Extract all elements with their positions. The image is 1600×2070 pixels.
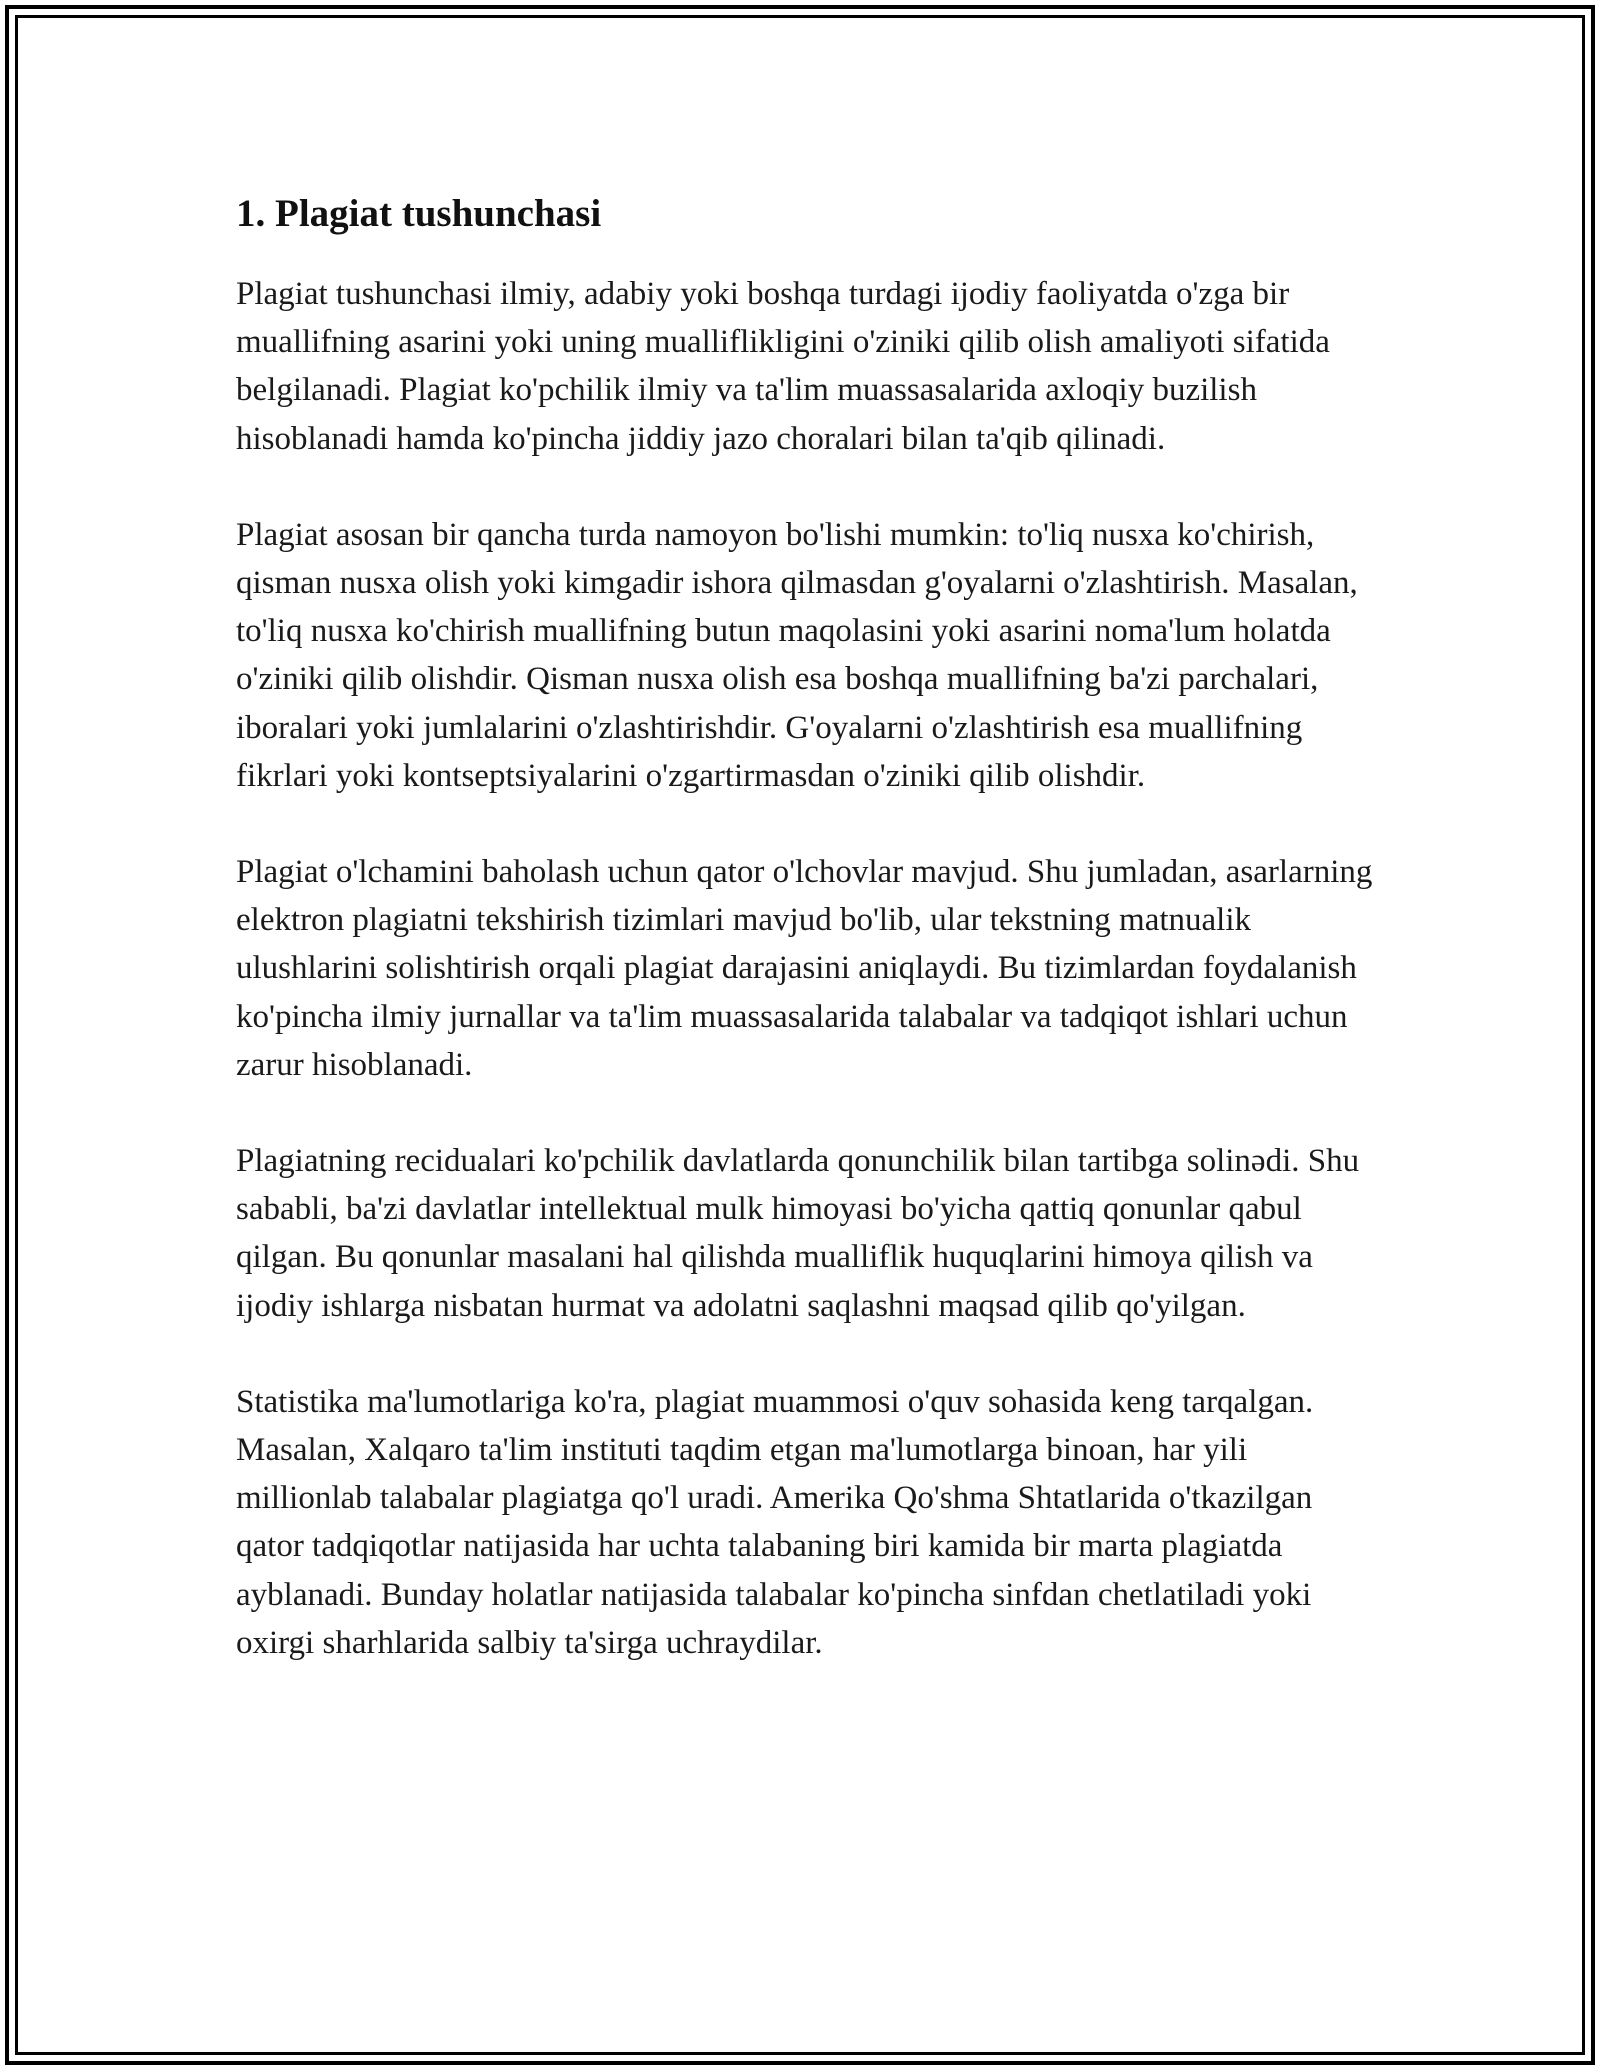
paragraph-measurement: Plagiat o'lchamini baholash uchun qator o'lchovlar mavjud. Shu jumladan, asarlarning elektron plagiatni tekshirish tizimlari mavjud bo'lib, ular tekstning matnualik ulushlarini solishtirish orqali plagiat darajasini aniqlaydi. Bu tizimlardan foydalanish ko'pincha ilmiy jurnallar va ta'lim muassasalarida talabalar va tadqiqot ishlari uchun zarur hisoblanadi. (236, 854, 1373, 1083)
section-heading: 1. Plagiat tushunchasi (236, 192, 602, 235)
document-body (236, 188, 1376, 1715)
paragraph-legislation: Plagiatning recidualari ko'pchilik davlatlarda qonunchilik bilan tartibga solinədi. Shu sababli, ba'zi davlatlar intellektual mulk himoyasi bo'yicha qattiq qonunlar qabul qilgan. Bu qonunlar masalani hal qilishda mualliflik huquqlarini himoya qilish va ijodiy ishlarga nisbatan hurmat va adolatni saqlashni maqsad qilib qo'yilgan. (236, 1143, 1360, 1324)
paragraph-statistics: Statistika ma'lumotlariga ko'ra, plagiat muammosi o'quv sohasida keng tarqalgan. Masalan, Xalqaro ta'lim instituti taqdim etgan ma'lumotlarga binoan, har yili millionlab talabalar plagiatga qo'l uradi. Amerika Qo'shma Shtatlarida o'tkazilgan qator tadqiqotlar natijasida har uchta talabaning biri kamida bir marta plagiatda ayblanadi. Bunday holatlar natijasida talabalar ko'pincha sinfdan chetlatiladi yoki oxirgi sharhlarida salbiy ta'sirga uchraydilar. (236, 1383, 1314, 1661)
paragraph-definition: Plagiat tushunchasi ilmiy, adabiy yoki boshqa turdagi ijodiy faoliyatda o'zga bir muallifning asarini yoki uning mualliflikligini o'ziniki qilib olish amaliyoti sifatida belgilanadi. Plagiat ko'pchilik ilmiy va ta'lim muassasalarida axloqiy buzilish hisoblanadi hamda ko'pincha jiddiy jazo choralari bilan ta'qib qilinadi. (236, 276, 1330, 457)
paragraph-types: Plagiat asosan bir qancha turda namoyon bo'lishi mumkin: to'liq nusxa ko'chirish, qisman nusxa olish yoki kimgadir ishora qilmasdan g'oyalarni o'zlashtirish. Masalan, to'liq nusxa ko'chirish muallifning butun maqolasini yoki asarini noma'lum holatda o'ziniki qilib olishdir. Qisman nusxa olish esa boshqa muallifning ba'zi parchalari, iboralari yoki jumlalarini o'zlashtirishdir. G'oyalarni o'zlashtirish esa muallifning fikrlari yoki kontseptsiyalarini o'zgartirmasdan o'ziniki qilib olishdir. (236, 516, 1358, 794)
